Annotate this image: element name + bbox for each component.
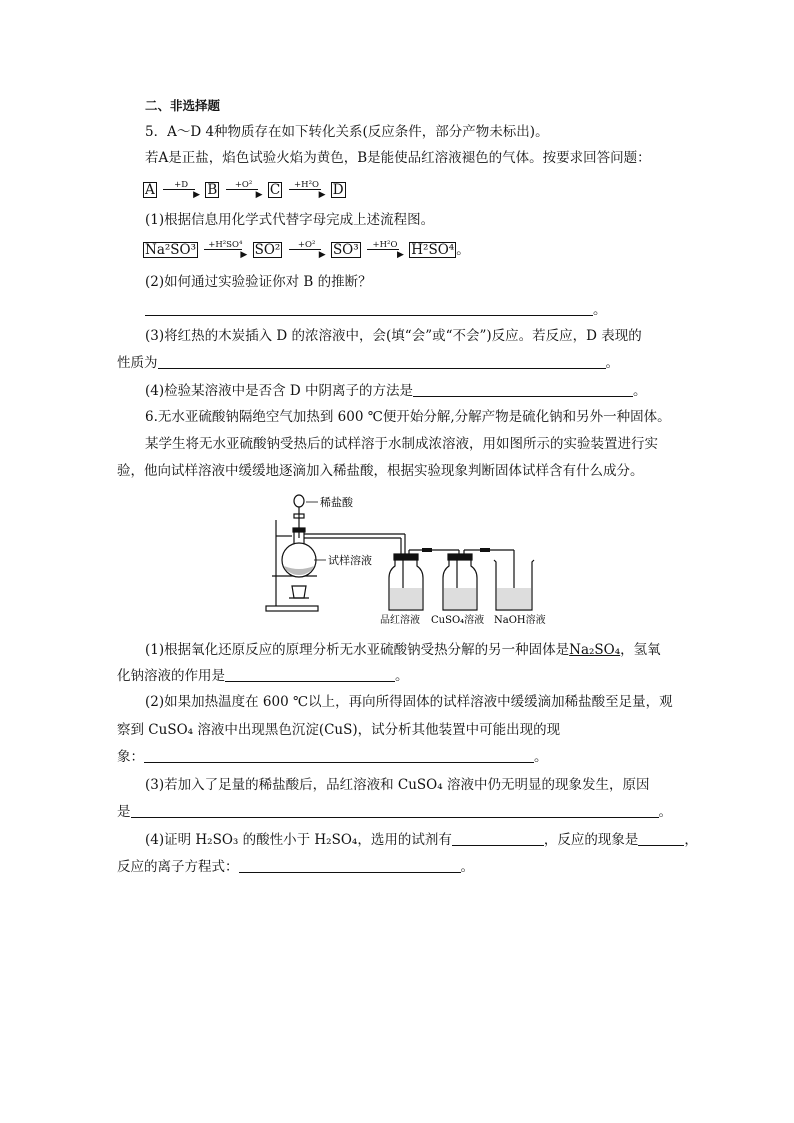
flow-arrow-3: +H²O ▶ <box>287 178 327 198</box>
answer-a: Na²SO³ <box>145 242 197 258</box>
answer-blank[interactable] <box>452 831 544 846</box>
answer-arrow-3: +H²O ▶ <box>365 238 405 258</box>
q5-stem: 5．A～D 4种物质存在如下转化关系(反应条件，部分产物未标出)。 <box>145 124 549 140</box>
bottle-2-stopper <box>448 554 472 560</box>
label-sample: 试样溶液 <box>328 554 372 567</box>
flow-c: C <box>269 182 281 198</box>
funnel-bulb <box>294 495 304 507</box>
flask-stopper <box>293 528 305 532</box>
section-title: 二、非选择题 <box>145 98 221 113</box>
q6-p3-a: (3)若加入了足量的稀盐酸后，品红溶液和 CuSO₄ 溶液中仍无明显的现象发生，原因 <box>145 777 650 793</box>
q5-answer-flow: Na²SO³ +H²SO⁴ ▶ SO² +O² ▶ SO³ +H²O ▶ H²SO⁴ 。 <box>145 240 470 260</box>
bottle-2-liquid <box>444 588 476 609</box>
label-bottle-1: 品红溶液 <box>380 615 420 625</box>
answer-d: H²SO⁴ <box>411 242 455 258</box>
q5-p3-a: (3)将红热的木炭插入 D 的浓溶液中，会(填“会”或“不会”)反应。若反应，D 表现的 <box>145 328 642 344</box>
q5-p2: (2)如何通过实验验证你对 B 的推断？ <box>145 274 372 290</box>
q5-p3-b: 性质为 。 <box>117 355 619 371</box>
apparatus-figure <box>262 490 572 625</box>
q6-p4-a: (4)证明 H₂SO₃ 的酸性小于 H₂SO₄，选用的试剂有 ，反应的现象是 ， <box>145 832 698 848</box>
label-acid: 稀盐酸 <box>320 496 353 509</box>
answer-blank[interactable] <box>145 301 593 316</box>
answer-blank[interactable] <box>413 382 633 397</box>
answer-b: SO² <box>254 242 281 258</box>
answer-arrow-1: +H²SO⁴ ▶ <box>202 238 248 258</box>
q6-desc-2: 验，他向试样溶液中缓缓地逐滴加入稀盐酸，根据实验现象判断固体试样含有什么成分。 <box>117 463 644 479</box>
answer-c: SO³ <box>332 242 359 258</box>
q6-p2-a: (2)如果加热温度在 600 ℃以上，再向所得固体的试样溶液中缓缓滴加稀盐酸至足量，观 <box>145 694 673 710</box>
q5-p4: (4)检验某溶液中是否含 D 中阴离子的方法是 。 <box>145 383 647 399</box>
q6-desc-1: 某学生将无水亚硫酸钠受热后的试样溶于水制成浓溶液，用如图所示的实验装置进行实 <box>145 436 658 452</box>
answer-blank[interactable] <box>144 748 534 763</box>
q6-p1-c: 化钠溶液的作用是 。 <box>117 668 409 684</box>
burner <box>292 586 306 598</box>
bottle-1-stopper <box>394 554 418 560</box>
q6-p3-b: 是 。 <box>117 804 672 820</box>
answer-blank[interactable] <box>225 667 395 682</box>
flow-arrow-1: +D ▶ <box>161 178 201 198</box>
answer-blank[interactable] <box>158 354 606 369</box>
flow-arrow-2: +O² ▶ <box>224 178 264 198</box>
bottle-1-liquid <box>390 588 422 609</box>
q6-p2-b: 察到 CuSO₄ 溶液中出现黑色沉淀(CuS)，试分析其他装置中可能出现的现 <box>117 722 561 738</box>
answer-blank[interactable] <box>131 803 659 818</box>
flow-d: D <box>332 182 344 198</box>
q5-p2-answer-line: 。 <box>145 300 607 320</box>
q5-flow <box>143 178 346 200</box>
label-beaker: NaOH溶液 <box>494 615 546 625</box>
q5-p1: (1)根据信息用化学式代替字母完成上述流程图。 <box>145 212 435 228</box>
q6-p1-a: (1)根据氧化还原反应的原理分析无水亚硫酸钠受热分解的另一种固体是Na₂SO₄，氢氧 <box>145 642 661 658</box>
q6-p4-d: 反应的离子方程式： 。 <box>117 859 474 875</box>
q5-info: 若A是正盐，焰色试验火焰为黄色，B是能使品红溶液褪色的气体。按要求回答问题： <box>145 150 651 166</box>
flow-b: B <box>207 182 218 198</box>
answer-blank[interactable] <box>638 831 684 846</box>
flow-a: A <box>145 182 155 198</box>
answer-blank[interactable] <box>239 858 461 873</box>
label-bottle-2: CuSO₄溶液 <box>431 615 485 625</box>
stand-base <box>266 606 318 611</box>
q6-stem: 6.无水亚硫酸钠隔绝空气加热到 600 ℃便开始分解,分解产物是硫化钠和另外一种固体。 <box>145 409 671 425</box>
answer-na2so4: Na₂SO₄ <box>569 642 621 658</box>
q6-p2-c: 象： 。 <box>117 749 548 765</box>
answer-arrow-2: +O² ▶ <box>287 238 327 258</box>
beaker-liquid <box>497 588 531 609</box>
